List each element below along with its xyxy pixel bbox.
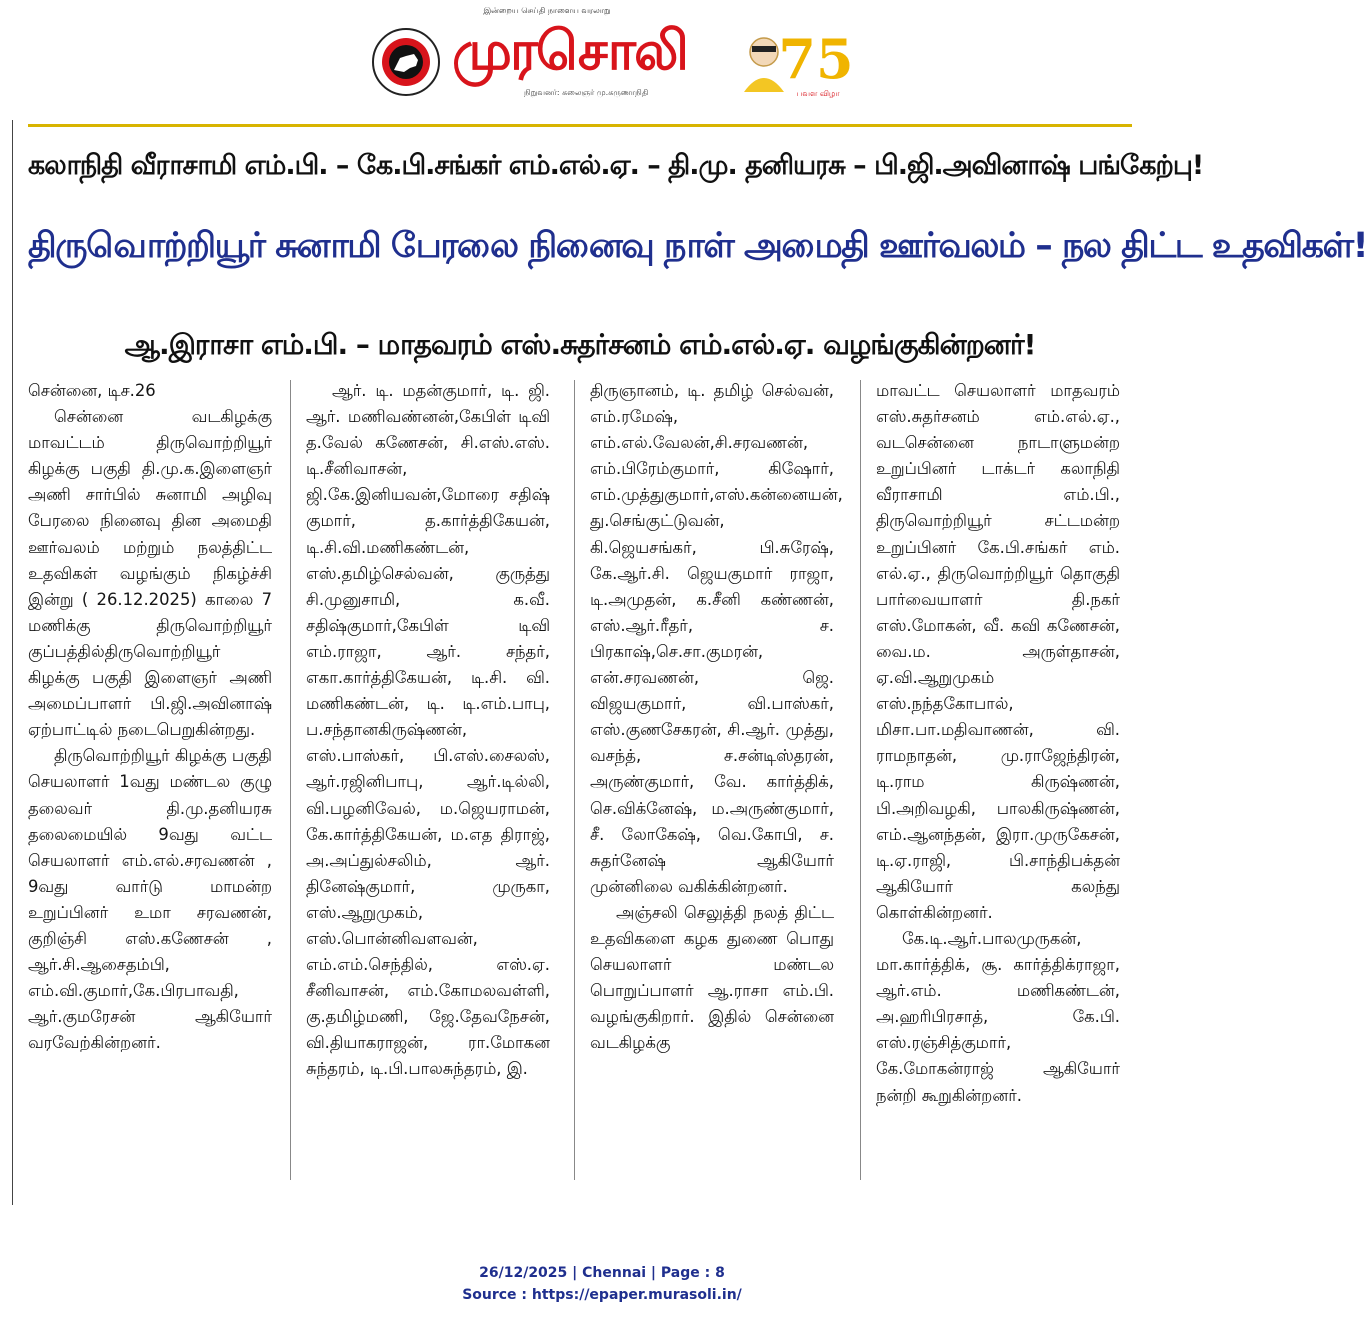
masthead-tagline: இன்றைய செய்தி நாளைய வரலாறு	[483, 6, 611, 15]
dateline: சென்னை, டிச.26	[28, 381, 156, 400]
article-paragraph: திருவொற்றியூர் கிழக்கு பகுதி செயலாளர் 1வது மண்டல குழு தலைவர் தி.மு.தனியரசு தலைமையில் 9வது வட்ட செயலாளர் எம்.எல்.சரவணன் , 9வது வார்டு மாமன்ற உறுப்பினர் உமா சரவணன், குறிஞ்சி எஸ்.கணேசன் , ஆர்.சி.ஆசைதம்பி, எம்.வி.குமார்,கே.பிரபாவதி, ஆர்.குமரேசன் ஆகியோர் வரவேற்கின்றனர்.	[28, 746, 272, 1053]
article-paragraph: கே.டி.ஆர்.பாலமுருகன், மா.கார்த்திக், சூ. கார்த்திக்ராஜா, ஆர்.எம். மணிகண்டன், அ.ஹரிபிரசாத், கே.பி. எஸ்.ரஞ்சித்குமார், கே.மோகன்ராஜ் ஆகியோர் நன்றி கூறுகின்றனர்.	[876, 928, 1120, 1105]
anniversary-number: 75	[778, 27, 854, 91]
masthead-founder: நிறுவனர்: கலைஞர் மு.கருணாநிதி	[520, 88, 652, 98]
article-paragraph: திருஞானம், டி. தமிழ் செல்வன், எம்.ரமேஷ், எம்.எல்.வேலன்,சி.சரவணன், எம்.பிரேம்குமார், கிஷோர், எம்.முத்துகுமார்,எஸ்.கன்னையன், து.செங்குட்டுவன், கி.ஜெயசங்கர், பி.சுரேஷ், கே.ஆர்.சி. ஜெயகுமார் ராஜா, டி.அமுதன், க.சீனி கண்ணன், எஸ்.ஆர்.ரீதர், ச. பிரகாஷ்,செ.சா.குமரன், என்.சரவணன், ஜெ. விஜயகுமார், வி.பாஸ்கர், எஸ்.குணசேகரன், சி.ஆர். முத்து, வசந்த், ச.சன்டிஸ்தரன், அருண்குமார், வே. கார்த்திக், செ.விக்னேஷ், ம.அருண்குமார், சீ. லோகேஷ், வெ.கோபி, ச. சுதர்னேஷ் ஆகியோர் முன்னிலை வகிக்கின்றனர்.	[590, 381, 843, 896]
main-headline: திருவொற்றியூர் சுனாமி பேரலை நினைவு நாள் அமைதி ஊர்வலம் – நல திட்ட உதவிகள்!	[28, 226, 1367, 266]
article-column-3	[590, 378, 843, 1056]
article-column-2	[306, 378, 550, 1083]
article-column-1	[28, 378, 272, 1056]
column-divider	[574, 380, 575, 1180]
sub-headline: ஆ.இராசா எம்.பி. – மாதவரம் எஸ்.சுதர்சனம் எம்.எல்.ஏ. வழங்குகின்றனர்!	[124, 328, 1036, 361]
header-divider	[28, 124, 1132, 127]
anniversary-label: பவள விழா	[796, 89, 840, 98]
column-divider	[290, 380, 291, 1180]
article-paragraph: சென்னை வடகிழக்கு மாவட்டம் திருவொற்றியூர் கிழக்கு பகுதி தி.மு.க.இளைஞர் அணி சார்பில் சுனாமி அழிவு பேரலை நினைவு தின அமைதி ஊர்வலம் மற்றும் நலத்திட்ட உதவிகள் வழங்கும் நிகழ்ச்சி இன்று ( 26.12.2025) காலை 7 மணிக்கு திருவொற்றியூர் குப்பத்தில்திருவொற்றியூர் கிழக்கு பகுதி இளைஞர் அணி அமைப்பாளர் பி.ஜி.அவினாஷ் ஏற்பாட்டில் நடைபெறுகின்றது.	[28, 407, 272, 740]
anniversary-75-icon	[730, 12, 854, 104]
page-left-border	[12, 120, 13, 1205]
source-link[interactable]: Source : https://epaper.murasoli.in/	[462, 1287, 742, 1303]
page-footer	[0, 1262, 1204, 1306]
kicker-headline: கலாநிதி வீராசாமி எம்.பி. – கே.பி.சங்கர் எம்.எல்.ஏ. – தி.மு. தனியரசு – பி.ஜி.அவினாஷ் பங்கேற்பு!	[28, 150, 1204, 181]
article-paragraph: அஞ்சலி செலுத்தி நலத் திட்ட உதவிகளை கழக துணை பொது செயலாளர் மண்டல பொறுப்பாளர் ஆ.ராசா எம்.பி. வழங்குகிறார். இதில் சென்னை வடகிழக்கு	[590, 902, 834, 1053]
column-divider	[860, 380, 861, 1180]
article-paragraph: மாவட்ட செயலாளர் மாதவரம் எஸ்.சுதர்சனம் எம்.எல்.ஏ., வடசென்னை நாடாளுமன்ற உறுப்பினர் டாக்டர் கலாநிதி வீராசாமி எம்.பி., திருவொற்றியூர் சட்டமன்ற உறுப்பினர் கே.பி.சங்கர் எம். எல்.ஏ., திருவொற்றியூர் தொகுதி பார்வையாளர் தி.நகர் எஸ்.மோகன், வீ. கவி கணேசன், வை.ம. அருள்தாசன், ஏ.வி.ஆறுமுகம் எஸ்.நந்தகோபால், மிசா.பா.மதிவாணன், வி. ராமநாதன், மு.ராஜேந்திரன், டி.ராம கிருஷ்ணன், பி.அறிவழகி, பாலகிருஷ்ணன், எம்.ஆனந்தன், இரா.முருகேசன், டி.ஏ.ராஜி, பி.சாந்திபக்தன் ஆகியோர் கலந்து கொள்கின்றனர்.	[876, 381, 1120, 922]
masthead	[370, 6, 854, 106]
article-column-4	[876, 378, 1120, 1109]
article-paragraph: ஆர். டி. மதன்குமார், டி. ஜி. ஆர். மணிவண்னன்,கேபிள் டிவி த.வேல் கணேசன், சி.எஸ்.எஸ். டி.சீனிவாசன், ஜி.கே.இனியவன்,மோரை சதிஷ் குமார், த.கார்த்திகேயன், டி.சி.வி.மணிகண்டன், எஸ்.தமிழ்செல்வன், குருத்து சி.முனுசாமி, க.வீ. சதிஷ்குமார்,கேபிள் டிவி எம்.ராஜா, ஆர். சந்தர், எகா.கார்த்திகேயன், டி.சி. வி. மணிகண்டன், டி. டி.எம்.பாபு, ப.சந்தானகிருஷ்ணன், எஸ்.பாஸ்கர், பி.எஸ்.சைலஸ், ஆர்.ரஜினிபாபு, ஆர்.டில்லி, வி.பழனிவேல், ம.ஜெயராமன், கே.கார்த்திகேயன், ம.எத திராஜ், அ.அப்துல்சலிம், ஆர். தினேஷ்குமார், முருகா, எஸ்.ஆறுமுகம், எஸ்.பொன்னிவளவன், எம்.எம்.செந்தில், எஸ்.ஏ. சீனிவாசன், எம்.கோமலவள்ளி, கு.தமிழ்மணி, ஜே.தேவநேசன், வி.தியாகராஜன், ரா.மோகன சுந்தரம், டி.பி.பாலசுந்தரம், இ.	[306, 381, 550, 1079]
edition-info: 26/12/2025 | Chennai | Page : 8	[479, 1265, 725, 1281]
masthead-title: முரசொலி	[452, 19, 687, 82]
dmk-emblem-icon	[370, 26, 442, 98]
